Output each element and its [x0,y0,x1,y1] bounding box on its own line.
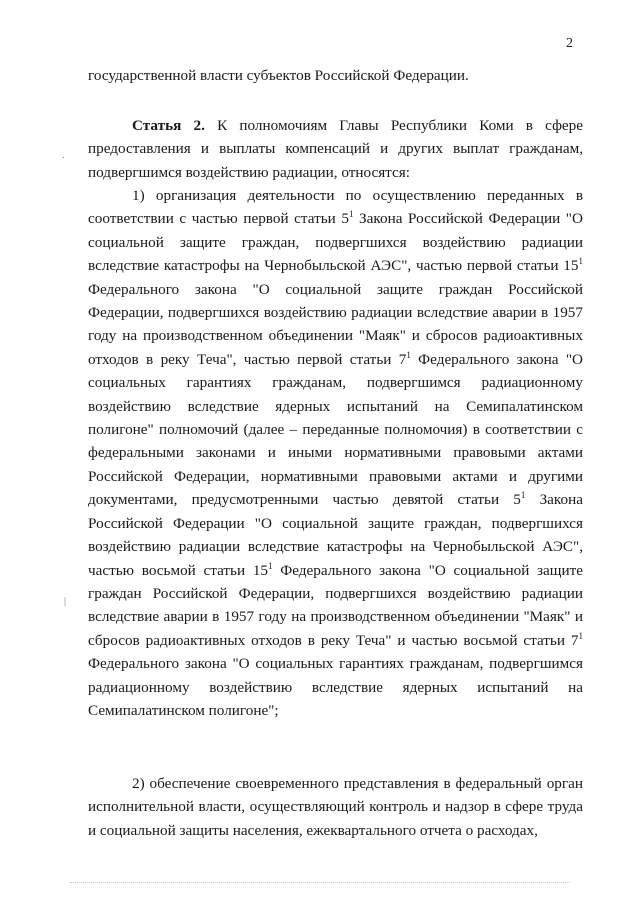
article-lead-text: К полномочиям Главы Республики Коми в сфере предоставления и выплаты компенсаций и других выплат гражданам, подвергшимся воздействию радиации, относятся: [88,117,583,181]
superscript-mark: 1 [268,560,273,571]
superscript-mark: 1 [578,256,583,267]
item-1-text-part: Закона Российской Федерации "О социальной защите граждан, подвергшихся воздействию радиации вследствие катастрофы на Чернобыльской АЭС", частью первой статьи 15 [88,210,583,275]
scan-margin-mark: . [62,150,65,161]
superscript-mark: 1 [578,630,583,641]
scan-margin-mark: | [64,596,67,607]
item-1-text-part: Закона Российской Федерации "О социальной защите граждан, подвергшихся воздействию радиации вследствие катастрофы на Чернобыльской АЭС", частью восьмой статьи 15 [88,491,583,579]
page-number: 2 [566,36,573,51]
scan-artifact-line [70,882,570,883]
article-heading: Статья 2. [132,117,205,134]
item-1-text-part: Федерального закона "О социальной защите граждан Российской Федерации, подвергшихся воздействию радиации вследствие аварии в 1957 году на производственном объединении "Маяк" и сбросов радиоактивных отходов в реку Теча", частью первой статьи 7 [88,280,583,368]
item-1-paragraph [88,184,583,722]
article-2-lead-paragraph [88,114,583,184]
item-1-text-part: Федерального закона "О социальных гарантиях гражданам, подвергшимся радиационному воздействию вследствие ядерных испытаний на Семипалатинском полигоне" полномочий (далее – переданные полномочия) в соответствии с федеральными законами и иными нормативными правовыми актами Российской Федерации, нормативными правовыми актами и другими документами, предусмотренными частью девятой статьи 5 [88,350,584,509]
item-1-text-part: Федерального закона "О социальных гарантиях гражданам, подвергшимся радиационному воздействию вследствие ядерных испытаний на Семипалатинском полигоне"; [88,655,583,719]
intro-line: государственной власти субъектов Российской Федерации. [88,67,469,84]
superscript-mark: 1 [406,349,411,360]
item-1-text-part: 1) организация деятельности по осуществлению переданных в соответствии с частью первой статьи 5 [88,187,583,228]
item-1-text-part: Федерального закона "О социальной защите граждан Российской Федерации, подвергшихся воздействию радиации вследствие аварии в 1957 году на производственном объединении "Маяк" и сбросов радиоактивных отходов в реку Теча" и частью восьмой статьи 7 [88,561,583,649]
superscript-mark: 1 [520,490,526,501]
item-2-paragraph: 2) обеспечение своевременного представления в федеральный орган исполнительной власти, осуществляющий контроль и надзор в сфере труда и социальной защиты населения, ежеквартального отчета о расходах, [88,775,583,839]
superscript-mark: 1 [348,209,354,220]
